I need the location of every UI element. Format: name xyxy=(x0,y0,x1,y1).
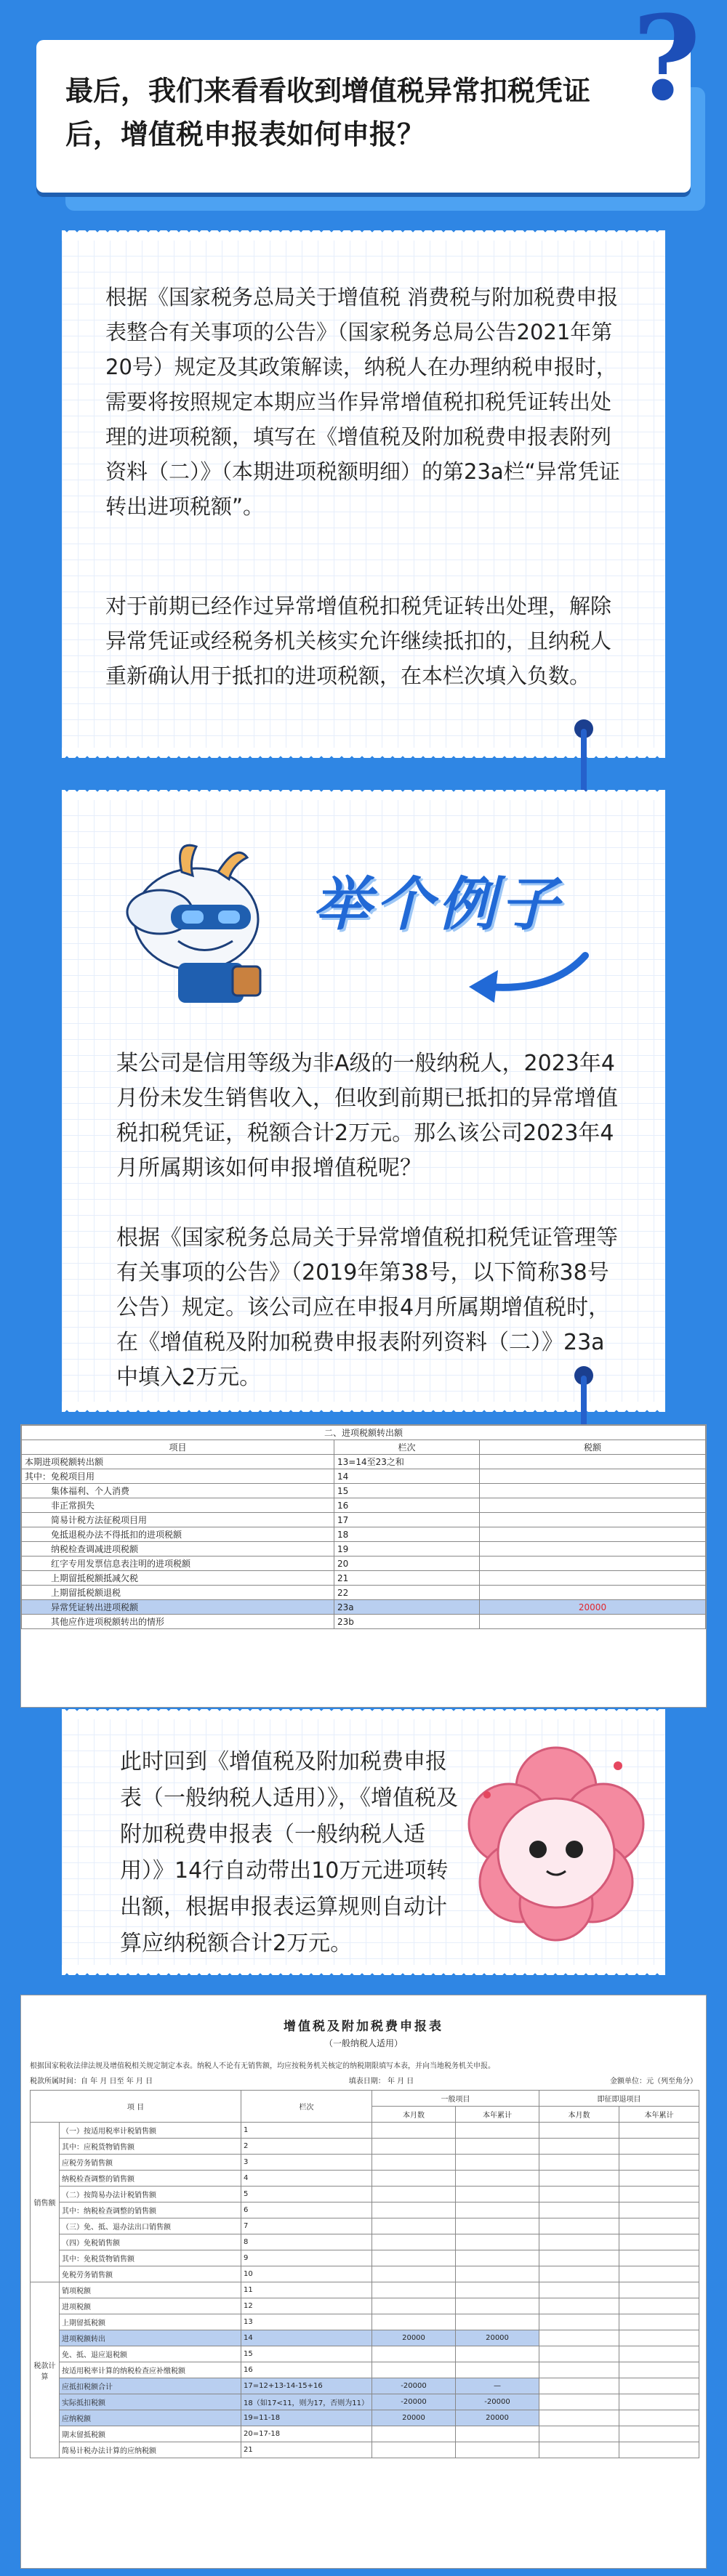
example-paragraph-1: 某公司是信用等级为非A级的一般纳税人，2023年4月份未发生销售收入，但收到前期已抵扣的异常增值税扣税凭证，税额合计2万元。那么该公司2023年4月所属期该如何申报增值税呢？ xyxy=(116,1051,618,1181)
page-title: 最后，我们来看看收到增值税异常扣税凭证后，增值税申报表如何申报？ xyxy=(65,75,591,150)
row-amount xyxy=(480,1498,706,1513)
column-header: 项目 xyxy=(22,1440,334,1455)
form-row-label: 进项税额 xyxy=(60,2298,241,2314)
form-row-year xyxy=(456,2314,539,2330)
form-row-month xyxy=(372,2123,456,2139)
form-row-line: 1 xyxy=(241,2123,372,2139)
form-row-line: 21 xyxy=(241,2442,372,2458)
form-row-month xyxy=(372,2155,456,2171)
form-row-label: 其中：纳税检查调整的销售额 xyxy=(60,2202,241,2218)
row-line: 14 xyxy=(334,1469,480,1484)
example-heading: 举个例子 xyxy=(313,871,563,938)
form-row-year: -20000 xyxy=(456,2394,539,2410)
form-row-label: 纳税检查调整的销售额 xyxy=(60,2171,241,2187)
form-row-month: -20000 xyxy=(372,2394,456,2410)
row-line: 16 xyxy=(334,1498,480,1513)
row-line: 18 xyxy=(334,1527,480,1542)
form-row-line: 15 xyxy=(241,2346,372,2362)
row-line: 23b xyxy=(334,1615,480,1629)
row-amount xyxy=(480,1513,706,1527)
table-row xyxy=(22,1527,706,1542)
row-amount xyxy=(480,1455,706,1469)
row-item: 本期进项税额转出额 xyxy=(22,1455,334,1469)
explanation-paragraph-2: 对于前期已经作过异常增值税扣税凭证转出处理，解除异常凭证或经税务机关核实允许继续抵扣的，且纳税人重新确认用于抵扣的进项税额，在本栏次填入负数。 xyxy=(105,594,612,688)
form-row-line: 20=17-18 xyxy=(241,2426,372,2442)
row-amount: 20000 xyxy=(480,1600,706,1615)
form-row-line: 14 xyxy=(241,2330,372,2346)
form-row xyxy=(31,2426,699,2442)
form-row-month xyxy=(372,2282,456,2298)
form-row-label: 简易计税办法计算的应纳税额 xyxy=(60,2442,241,2458)
row-line: 17 xyxy=(334,1513,480,1527)
form-row-year xyxy=(456,2266,539,2282)
table-section-header: 二、进项税额转出额 xyxy=(22,1426,706,1440)
row-line: 19 xyxy=(334,1542,480,1556)
form-row xyxy=(31,2362,699,2378)
form-row-line: 13 xyxy=(241,2314,372,2330)
form-col-year: 本年累计 xyxy=(456,2107,539,2123)
form-row-month xyxy=(372,2346,456,2362)
form-row-month: 20000 xyxy=(372,2410,456,2426)
form-row-year: — xyxy=(456,2378,539,2394)
form-row-label: （二）按简易办法计税销售额 xyxy=(60,2187,241,2202)
form-row xyxy=(31,2282,699,2298)
row-line: 21 xyxy=(334,1571,480,1586)
conclusion-paragraph: 此时回到《增值税及附加税费申报表（一般纳税人适用）》，《增值税及附加税费申报表（一般纳税人适用）》14行自动带出10万元进项转出额，根据申报表运算规则自动计算应纳税额合计2万元。 xyxy=(120,1749,458,1956)
table-row xyxy=(22,1615,706,1629)
form-col-general: 一般项目 xyxy=(372,2091,539,2107)
row-item: 上期留抵税额抵减欠税 xyxy=(22,1571,334,1586)
form-row xyxy=(31,2410,699,2426)
form-row xyxy=(31,2218,699,2234)
form-row-line: 3 xyxy=(241,2155,372,2171)
vat-return-form xyxy=(20,1995,707,2569)
form-row-year xyxy=(456,2282,539,2298)
row-line: 23a xyxy=(334,1600,480,1615)
form-row xyxy=(31,2155,699,2171)
form-table xyxy=(30,2090,699,2458)
form-row-year xyxy=(456,2218,539,2234)
form-row-month xyxy=(372,2218,456,2234)
row-line: 13=14至23之和 xyxy=(334,1455,480,1469)
row-item: 异常凭证转出进项税额 xyxy=(22,1600,334,1615)
form-row-label: 按适用税率计算的纳税检查应补缴税额 xyxy=(60,2362,241,2378)
form-row-line: 4 xyxy=(241,2171,372,2187)
form-row xyxy=(31,2234,699,2250)
form-row-month xyxy=(372,2298,456,2314)
form-row-month xyxy=(372,2442,456,2458)
form-row-year xyxy=(456,2426,539,2442)
input-tax-transfer-table xyxy=(20,1424,707,1708)
form-row-month: -20000 xyxy=(372,2378,456,2394)
form-row-label: 应纳税额 xyxy=(60,2410,241,2426)
form-row xyxy=(31,2187,699,2202)
form-row-label: 免税劳务销售额 xyxy=(60,2266,241,2282)
form-row-year xyxy=(456,2155,539,2171)
pointing-arrow-icon xyxy=(465,952,589,1003)
form-row-line: 7 xyxy=(241,2218,372,2234)
form-row xyxy=(31,2298,699,2314)
form-fill-date: 填表日期： 年 月 日 xyxy=(348,2078,414,2086)
table-row xyxy=(22,1586,706,1600)
form-col-month: 本月数 xyxy=(372,2107,456,2123)
form-row-line: 5 xyxy=(241,2187,372,2202)
form-row-line: 16 xyxy=(241,2362,372,2378)
form-row-label: 应抵扣税额合计 xyxy=(60,2378,241,2394)
row-item: 红字专用发票信息表注明的进项税额 xyxy=(22,1556,334,1571)
form-row-line: 9 xyxy=(241,2250,372,2266)
row-item: 简易计税方法征税项目用 xyxy=(22,1513,334,1527)
form-row-label: 上期留抵税额 xyxy=(60,2314,241,2330)
table-row xyxy=(22,1455,706,1469)
form-row xyxy=(31,2378,699,2394)
form-row xyxy=(31,2442,699,2458)
table-row xyxy=(22,1571,706,1586)
form-row xyxy=(31,2202,699,2218)
form-row-label: 进项税额转出 xyxy=(60,2330,241,2346)
form-row xyxy=(31,2123,699,2139)
form-note: 根据国家税收法律法规及增值税相关规定制定本表。纳税人不论有无销售额，均应按税务机关核定的纳税期限填写本表，并向当地税务机关申报。 xyxy=(30,2062,495,2070)
form-row xyxy=(31,2266,699,2282)
form-row-label: 销项税额 xyxy=(60,2282,241,2298)
form-row-year xyxy=(456,2139,539,2155)
form-row-label: （四）免税销售额 xyxy=(60,2234,241,2250)
form-row-month xyxy=(372,2171,456,2187)
row-item: 集体福利、个人消费 xyxy=(22,1484,334,1498)
form-row-label: 其中：应税货物销售额 xyxy=(60,2139,241,2155)
form-row-line: 11 xyxy=(241,2282,372,2298)
form-row-year xyxy=(456,2123,539,2139)
form-row-month xyxy=(372,2187,456,2202)
form-row-line: 19=11-18 xyxy=(241,2410,372,2426)
form-col-month: 本月数 xyxy=(539,2107,619,2123)
column-header: 栏次 xyxy=(334,1440,480,1455)
row-amount xyxy=(480,1615,706,1629)
form-row-line: 6 xyxy=(241,2202,372,2218)
form-unit: 金额单位：元（列至角分） xyxy=(610,2078,697,2086)
form-row xyxy=(31,2346,699,2362)
form-row-month: 20000 xyxy=(372,2330,456,2346)
form-row-label: 免、抵、退应退税额 xyxy=(60,2346,241,2362)
form-row-line: 8 xyxy=(241,2234,372,2250)
form-row-label: 实际抵扣税额 xyxy=(60,2394,241,2410)
form-row-month xyxy=(372,2266,456,2282)
form-col-refund: 即征即退项目 xyxy=(539,2091,699,2107)
form-title: 增值税及附加税费申报表 xyxy=(284,2019,443,2034)
form-row-month xyxy=(372,2139,456,2155)
question-mark-icon: ? xyxy=(632,0,701,126)
form-row-month xyxy=(372,2362,456,2378)
form-col-item: 项 目 xyxy=(31,2091,241,2123)
form-row-month xyxy=(372,2250,456,2266)
form-row-label: 应税劳务销售额 xyxy=(60,2155,241,2171)
row-item: 免抵退税办法不得抵扣的进项税额 xyxy=(22,1527,334,1542)
transfer-table xyxy=(21,1425,706,1629)
form-row-line: 18（如17<11，则为17，否则为11） xyxy=(241,2394,372,2410)
row-item: 非正常损失 xyxy=(22,1498,334,1513)
row-item: 上期留抵税额退税 xyxy=(22,1586,334,1600)
form-group-sales: 销售额 xyxy=(31,2123,60,2282)
form-row-month xyxy=(372,2202,456,2218)
table-row xyxy=(22,1469,706,1484)
form-row xyxy=(31,2250,699,2266)
table-row xyxy=(22,1498,706,1513)
form-row-line: 17=12+13-14-15+16 xyxy=(241,2378,372,2394)
form-row-line: 2 xyxy=(241,2139,372,2155)
form-row xyxy=(31,2394,699,2410)
row-amount xyxy=(480,1527,706,1542)
form-row-month xyxy=(372,2426,456,2442)
form-period: 税款所属时间：自 年 月 日至 年 月 日 xyxy=(30,2078,153,2086)
table-row xyxy=(22,1600,706,1615)
form-row-year xyxy=(456,2362,539,2378)
form-col-year: 本年累计 xyxy=(619,2107,699,2123)
row-line: 22 xyxy=(334,1586,480,1600)
explanation-paragraph-1: 根据《国家税务总局关于增值税 消费税与附加税费申报表整合有关事项的公告》（国家税务总局公告2021年第20号）规定及其政策解读，纳税人在办理纳税申报时，需要将按照规定本期应当作异常增值税扣税凭证转出处理的进项税额，填写在《增值税及附加税费申报表附列资料（二）》（本期进项税额明细）的第23a栏“异常凭证转出进项税额”。 xyxy=(105,285,620,519)
form-row-label: （一）按适用税率计税销售额 xyxy=(60,2123,241,2139)
form-row-year xyxy=(456,2171,539,2187)
row-amount xyxy=(480,1571,706,1586)
form-row-year: 20000 xyxy=(456,2410,539,2426)
row-amount xyxy=(480,1469,706,1484)
form-group-tax: 税款计算 xyxy=(31,2282,60,2458)
form-row xyxy=(31,2314,699,2330)
form-subtitle: （一般纳税人适用） xyxy=(324,2038,403,2048)
form-row-month xyxy=(372,2234,456,2250)
table-row xyxy=(22,1513,706,1527)
form-row-year xyxy=(456,2298,539,2314)
row-item: 其他应作进项税额转出的情形 xyxy=(22,1615,334,1629)
row-amount xyxy=(480,1556,706,1571)
form-row-label: 其中：免税货物销售额 xyxy=(60,2250,241,2266)
flower-mascot-icon xyxy=(465,1744,647,1955)
form-row-month xyxy=(372,2314,456,2330)
form-row-line: 10 xyxy=(241,2266,372,2282)
form-row-year: 20000 xyxy=(456,2330,539,2346)
row-line: 20 xyxy=(334,1556,480,1571)
form-row-year xyxy=(456,2187,539,2202)
table-row xyxy=(22,1484,706,1498)
row-line: 15 xyxy=(334,1484,480,1498)
row-item: 纳税检查调减进项税额 xyxy=(22,1542,334,1556)
form-row xyxy=(31,2171,699,2187)
row-item: 其中：免税项目用 xyxy=(22,1469,334,1484)
form-row-label: 期末留抵税额 xyxy=(60,2426,241,2442)
form-row-year xyxy=(456,2250,539,2266)
goat-mascot-icon xyxy=(109,832,284,1006)
form-row-year xyxy=(456,2234,539,2250)
table-row xyxy=(22,1542,706,1556)
form-row xyxy=(31,2139,699,2155)
form-col-line: 栏次 xyxy=(241,2091,372,2123)
form-row xyxy=(31,2330,699,2346)
row-amount xyxy=(480,1586,706,1600)
form-row-year xyxy=(456,2346,539,2362)
table-row xyxy=(22,1556,706,1571)
row-amount xyxy=(480,1484,706,1498)
form-row-line: 12 xyxy=(241,2298,372,2314)
example-paragraph-2: 根据《国家税务总局关于异常增值税扣税凭证管理等有关事项的公告》（2019年第38号，以下简称38号公告）规定。该公司应在申报4月所属期增值税时，在《增值税及附加税费申报表附列资料（二）》23a中填入2万元。 xyxy=(116,1225,618,1390)
column-header: 税额 xyxy=(480,1440,706,1455)
form-row-year xyxy=(456,2202,539,2218)
row-amount xyxy=(480,1542,706,1556)
form-row-year xyxy=(456,2442,539,2458)
form-row-label: （三）免、抵、退办法出口销售额 xyxy=(60,2218,241,2234)
